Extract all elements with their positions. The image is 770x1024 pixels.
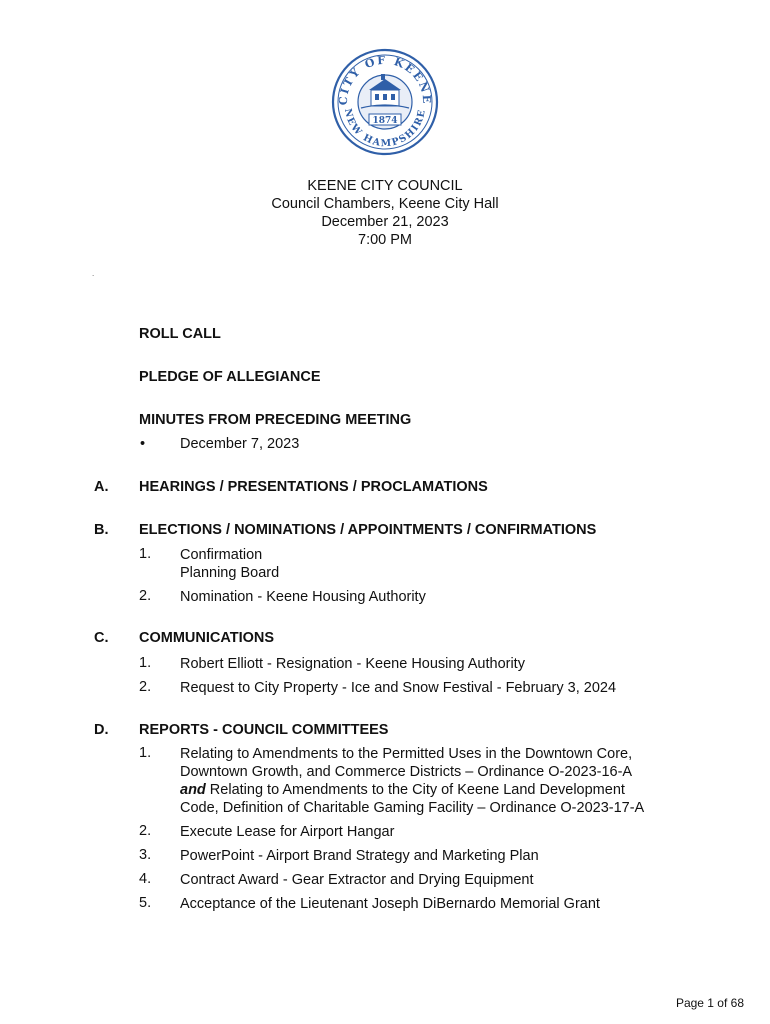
list-item-line: Code, Definition of Charitable Gaming Facility – Ordinance O-2023-17-A — [180, 800, 645, 816]
list-number: 4. — [139, 871, 152, 887]
seal-year: 1874 — [372, 116, 398, 126]
list-number: 2. — [139, 588, 152, 604]
section-d-letter: D. — [94, 722, 109, 738]
council-name: KEENE CITY COUNCIL — [307, 178, 463, 194]
list-number: 1. — [139, 655, 152, 671]
list-item: Robert Elliott - Resignation - Keene Housing Authority — [180, 656, 525, 672]
list-number: 1. — [139, 546, 152, 562]
section-c-heading: COMMUNICATIONS — [139, 630, 275, 646]
city-seal-logo — [331, 46, 439, 158]
section-b-heading: ELECTIONS / NOMINATIONS / APPOINTMENTS / CONFIRMATIONS — [139, 522, 597, 538]
page-number: Page 1 of 68 — [675, 996, 744, 1010]
list-item: Request to City Property - Ice and Snow Festival - February 3, 2024 — [180, 680, 617, 696]
roll-call-heading: ROLL CALL — [139, 326, 221, 342]
list-item-line: Planning Board — [180, 565, 280, 581]
list-number: 2. — [139, 679, 152, 695]
section-a-letter: A. — [94, 479, 109, 495]
list-item: Execute Lease for Airport Hangar — [180, 824, 395, 840]
list-item-line: Confirmation — [180, 547, 263, 563]
section-a-heading: HEARINGS / PRESENTATIONS / PROCLAMATIONS — [139, 479, 488, 495]
list-number: 5. — [139, 895, 152, 911]
list-item — [180, 745, 644, 817]
section-b-letter: B. — [94, 522, 109, 538]
list-item-line: Downtown Growth, and Commerce Districts – Ordinance O-2023-16-A — [180, 764, 633, 780]
meeting-location: Council Chambers, Keene City Hall — [271, 196, 499, 212]
list-item — [180, 546, 279, 582]
section-d-heading: REPORTS - COUNCIL COMMITTEES — [139, 722, 389, 738]
emphasis-and: and — [180, 782, 206, 798]
list-item-line: Relating to Amendments to the Permitted Uses in the Downtown Core, — [180, 746, 633, 762]
list-item: Nomination - Keene Housing Authority — [180, 589, 426, 605]
minutes-heading: MINUTES FROM PRECEDING MEETING — [139, 412, 412, 428]
margin-mark: . — [92, 269, 95, 278]
meeting-time: 7:00 PM — [358, 232, 412, 248]
list-item-text: Relating to Amendments to the City of Keene Land Development — [205, 782, 625, 798]
section-c-letter: C. — [94, 630, 109, 646]
bullet: • — [140, 436, 146, 452]
pledge-heading: PLEDGE OF ALLEGIANCE — [139, 369, 321, 385]
list-item: Acceptance of the Lieutenant Joseph DiBernardo Memorial Grant — [180, 896, 600, 912]
minutes-item: December 7, 2023 — [180, 436, 300, 452]
list-number: 2. — [139, 823, 152, 839]
list-item: Contract Award - Gear Extractor and Drying Equipment — [180, 872, 534, 888]
meeting-header — [0, 177, 770, 249]
list-item-line — [180, 781, 644, 799]
list-number: 1. — [139, 745, 152, 761]
list-item: PowerPoint - Airport Brand Strategy and Marketing Plan — [180, 848, 539, 864]
meeting-date: December 21, 2023 — [321, 214, 449, 230]
list-number: 3. — [139, 847, 152, 863]
svg-text:CITY OF KEENE: CITY OF KEENE — [336, 53, 434, 106]
svg-text:NEW HAMPSHIRE: NEW HAMPSHIRE — [341, 107, 429, 150]
